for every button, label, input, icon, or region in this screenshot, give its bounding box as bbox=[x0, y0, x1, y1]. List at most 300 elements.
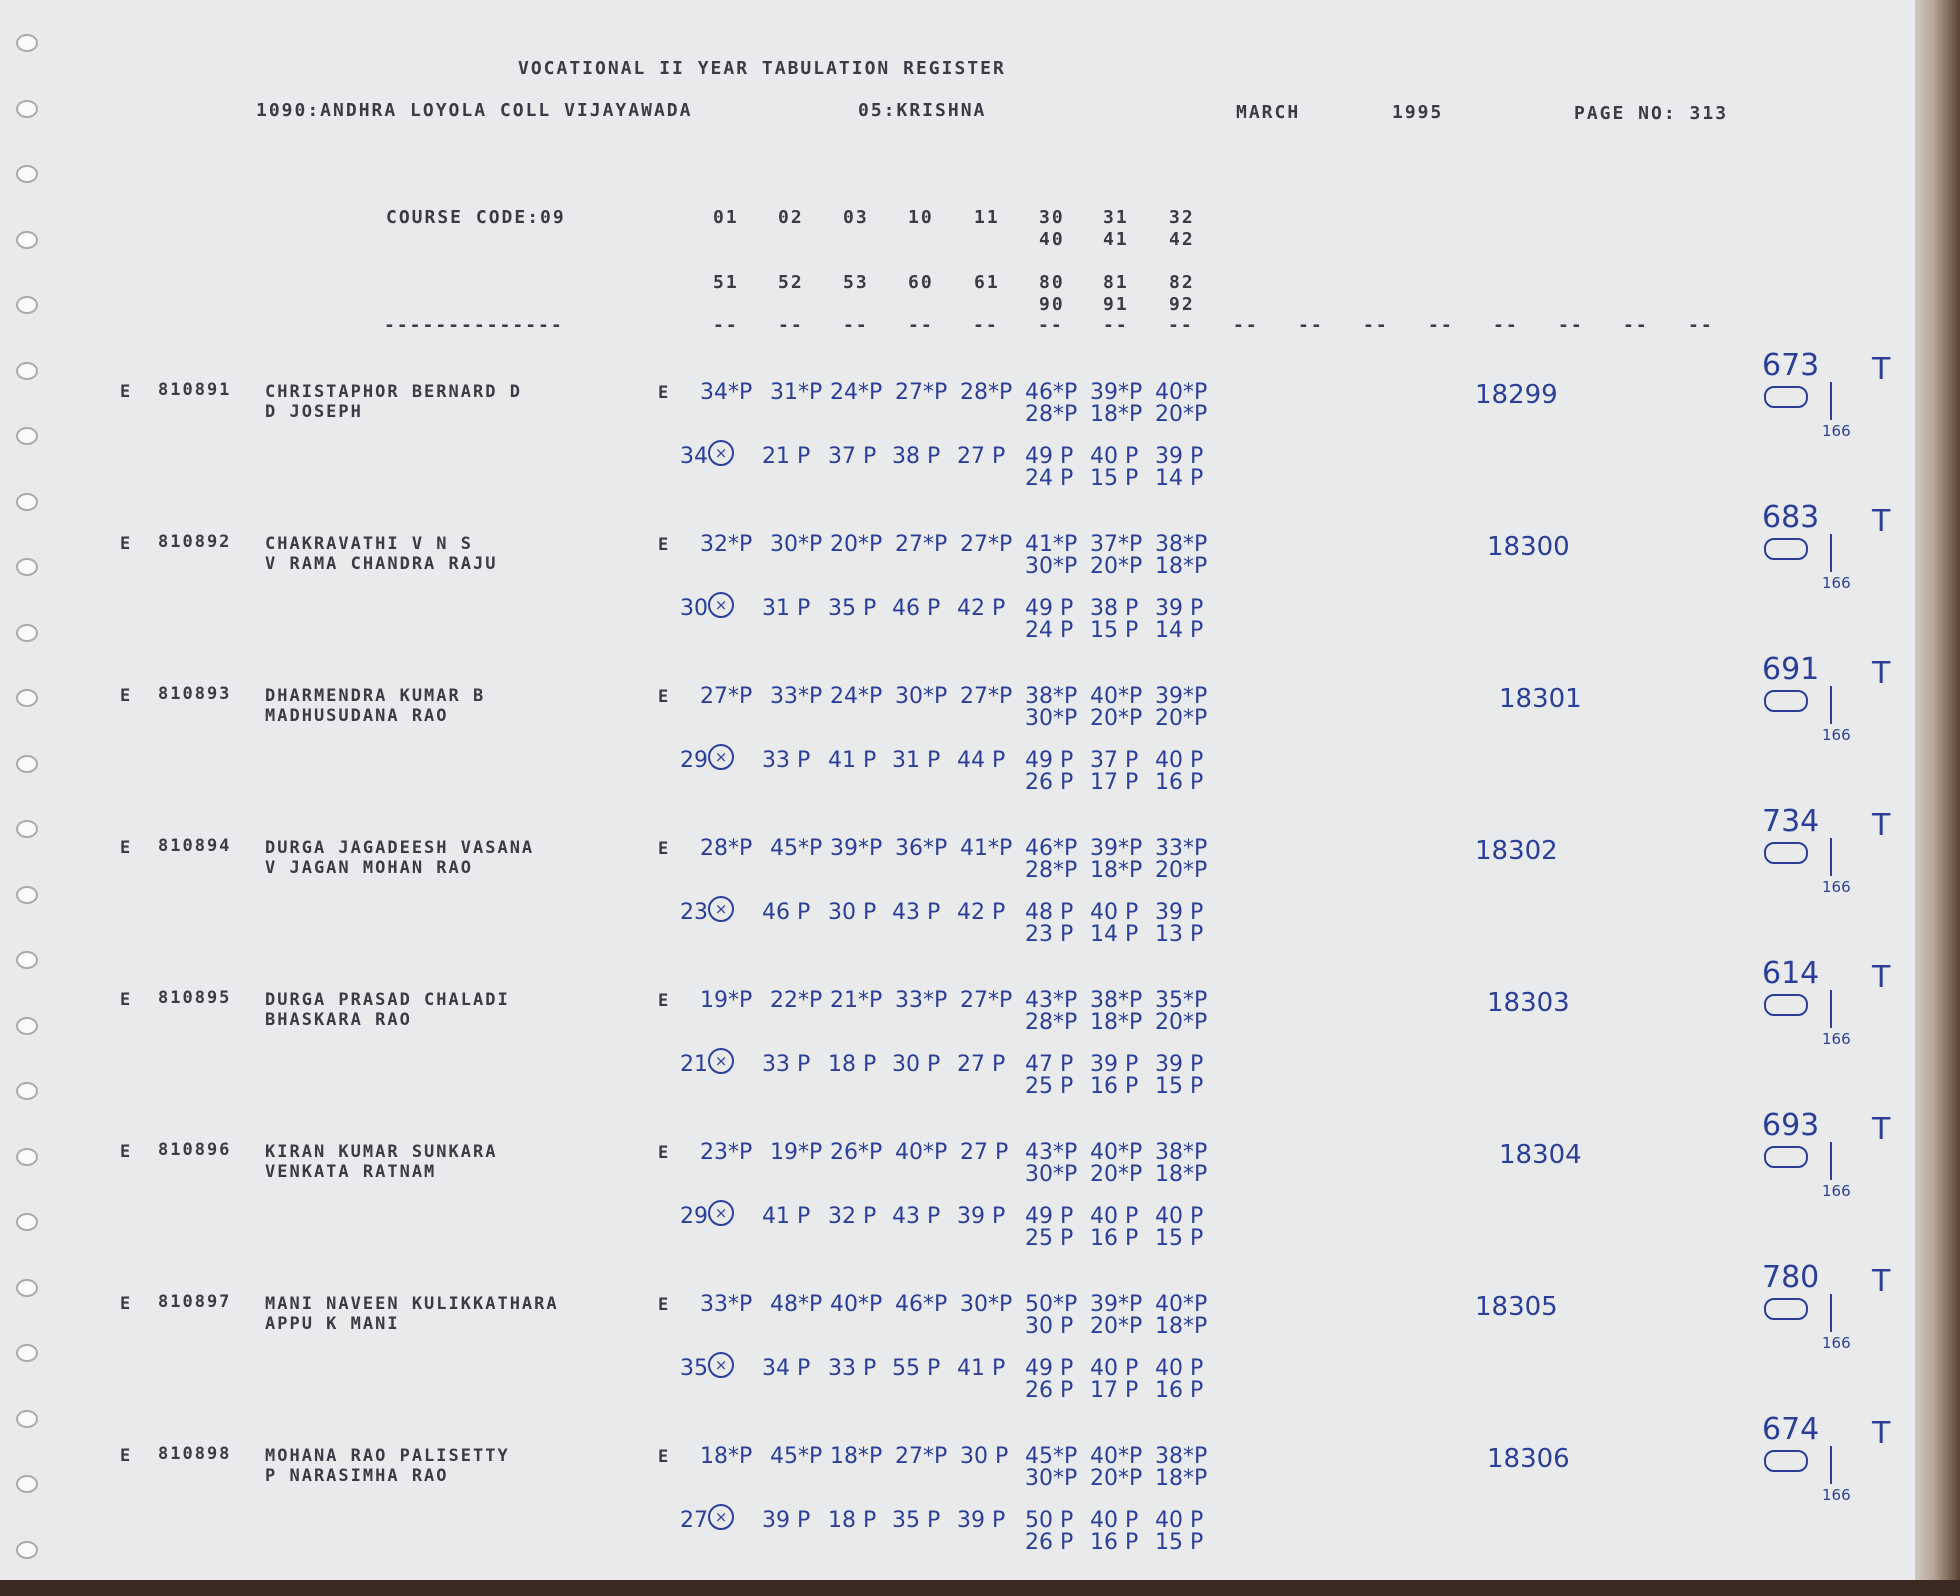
mark-cell: 38*P bbox=[1155, 1140, 1208, 1165]
student-record bbox=[0, 956, 1915, 1140]
mark-cell: 34*P bbox=[700, 380, 753, 405]
feed-hole bbox=[16, 34, 38, 52]
circled-x-mark: × bbox=[708, 896, 734, 922]
first-year-flag: E bbox=[658, 687, 671, 707]
subject-code: 02 bbox=[778, 207, 804, 228]
mark-cell: 13 P bbox=[1155, 922, 1204, 947]
mark-cell: 16 P bbox=[1155, 770, 1204, 795]
mark-cell: 20*P bbox=[1090, 1466, 1143, 1491]
division-code: E bbox=[120, 990, 133, 1010]
column-dash: -- bbox=[1428, 315, 1454, 336]
guardian-name: V JAGAN MOHAN RAO bbox=[265, 858, 473, 878]
subject-code: 60 bbox=[908, 272, 934, 293]
tick-mark: T bbox=[1872, 808, 1891, 843]
mark-cell: 38*P bbox=[1155, 532, 1208, 557]
mark-cell: 26 P bbox=[1025, 1378, 1074, 1403]
mark-cell: 18*P bbox=[1155, 1162, 1208, 1187]
mark-cell: 46*P bbox=[1025, 380, 1078, 405]
mark-cell: 46 P bbox=[762, 900, 811, 925]
mark-cell: 20*P bbox=[1155, 706, 1208, 731]
serial-number: 18301 bbox=[1499, 684, 1582, 714]
mark-cell: 15 P bbox=[1155, 1226, 1204, 1251]
student-name: MOHANA RAO PALISETTY bbox=[265, 1446, 510, 1466]
signature-stroke bbox=[1830, 1142, 1832, 1180]
column-dash: -- bbox=[908, 315, 934, 336]
circled-x-mark: × bbox=[708, 1200, 734, 1226]
mark-cell: 27*P bbox=[895, 532, 948, 557]
serial-number: 18300 bbox=[1487, 532, 1570, 562]
mark-cell: 27*P bbox=[960, 988, 1013, 1013]
mark-cell: 24 P bbox=[1025, 466, 1074, 491]
mark-cell: 20*P bbox=[1155, 1010, 1208, 1035]
initials-signature: 166 bbox=[1822, 1030, 1851, 1048]
subject-code: 30 bbox=[1039, 207, 1065, 228]
subject-code: 32 bbox=[1169, 207, 1195, 228]
result-oval-stamp bbox=[1764, 690, 1808, 712]
subject-code: 82 bbox=[1169, 272, 1195, 293]
result-oval-stamp bbox=[1764, 1298, 1808, 1320]
mark-cell: 39 P bbox=[957, 1508, 1006, 1533]
initials-signature: 166 bbox=[1822, 1334, 1851, 1352]
mark-cell: 41*P bbox=[960, 836, 1013, 861]
mark-cell: 18*P bbox=[1155, 1466, 1208, 1491]
mark-cell: 33 P bbox=[762, 1052, 811, 1077]
mark-cell: 18*P bbox=[830, 1444, 883, 1469]
column-dash: -- bbox=[1363, 315, 1389, 336]
signature-stroke bbox=[1830, 838, 1832, 876]
mark-cell: 20*P bbox=[1155, 858, 1208, 883]
total-marks: 674 bbox=[1762, 1412, 1820, 1447]
subject-code: 53 bbox=[843, 272, 869, 293]
mark-cell: 38*P bbox=[1090, 988, 1143, 1013]
mark-cell: 33 P bbox=[828, 1356, 877, 1381]
mark-cell: 18*P bbox=[1090, 858, 1143, 883]
mark-cell: 40 P bbox=[1090, 900, 1139, 925]
column-dash: -- bbox=[1688, 315, 1714, 336]
serial-number: 18299 bbox=[1475, 380, 1558, 410]
mark-cell: 39*P bbox=[1090, 380, 1143, 405]
mark-cell: 35 bbox=[680, 1356, 708, 1381]
mark-cell: 40*P bbox=[830, 1292, 883, 1317]
first-year-flag: E bbox=[658, 1143, 671, 1163]
mark-cell: 22*P bbox=[770, 988, 823, 1013]
tick-mark: T bbox=[1872, 1112, 1891, 1147]
mark-cell: 25 P bbox=[1025, 1226, 1074, 1251]
total-marks: 734 bbox=[1762, 804, 1820, 839]
mark-cell: 27*P bbox=[700, 684, 753, 709]
mark-cell: 16 P bbox=[1090, 1226, 1139, 1251]
mark-cell: 20*P bbox=[1090, 554, 1143, 579]
subject-code: 91 bbox=[1103, 294, 1129, 315]
signature-stroke bbox=[1830, 382, 1832, 420]
tick-mark: T bbox=[1872, 1264, 1891, 1299]
mark-cell: 41 P bbox=[828, 748, 877, 773]
mark-cell: 29 bbox=[680, 1204, 708, 1229]
feed-hole bbox=[16, 231, 38, 249]
mark-cell: 40 P bbox=[1155, 1204, 1204, 1229]
mark-cell: 31 P bbox=[762, 596, 811, 621]
roll-number: 810897 bbox=[158, 1292, 232, 1312]
mark-cell: 26 P bbox=[1025, 1530, 1074, 1555]
tick-mark: T bbox=[1872, 504, 1891, 539]
mark-cell: 30 P bbox=[1025, 1314, 1074, 1339]
subject-code: 90 bbox=[1039, 294, 1065, 315]
mark-cell: 43*P bbox=[1025, 1140, 1078, 1165]
roll-number: 810898 bbox=[158, 1444, 232, 1464]
mark-cell: 28*P bbox=[960, 380, 1013, 405]
division-code: E bbox=[120, 1446, 133, 1466]
student-record bbox=[0, 652, 1915, 836]
subject-code: 31 bbox=[1103, 207, 1129, 228]
mark-cell: 42 P bbox=[957, 596, 1006, 621]
mark-cell: 40*P bbox=[895, 1140, 948, 1165]
mark-cell: 38 P bbox=[1090, 596, 1139, 621]
mark-cell: 31 P bbox=[892, 748, 941, 773]
mark-cell: 28*P bbox=[1025, 402, 1078, 427]
mark-cell: 39 P bbox=[1090, 1052, 1139, 1077]
tick-mark: T bbox=[1872, 960, 1891, 995]
mark-cell: 49 P bbox=[1025, 1204, 1074, 1229]
guardian-name: V RAMA CHANDRA RAJU bbox=[265, 554, 498, 574]
subject-code: 40 bbox=[1039, 229, 1065, 250]
column-dash: -- bbox=[1038, 315, 1064, 336]
mark-cell: 40 P bbox=[1090, 444, 1139, 469]
mark-cell: 18*P bbox=[1090, 402, 1143, 427]
mark-cell: 43*P bbox=[1025, 988, 1078, 1013]
initials-signature: 166 bbox=[1822, 1486, 1851, 1504]
mark-cell: 20*P bbox=[1090, 1314, 1143, 1339]
mark-cell: 40 P bbox=[1155, 1508, 1204, 1533]
first-year-flag: E bbox=[658, 839, 671, 859]
mark-cell: 40 P bbox=[1155, 748, 1204, 773]
mark-cell: 27*P bbox=[895, 1444, 948, 1469]
roll-number: 810893 bbox=[158, 684, 232, 704]
division-code: E bbox=[120, 1142, 133, 1162]
mark-cell: 37 P bbox=[828, 444, 877, 469]
mark-cell: 40 P bbox=[1090, 1508, 1139, 1533]
column-dash: -- bbox=[1233, 315, 1259, 336]
mark-cell: 37*P bbox=[1090, 532, 1143, 557]
column-dash: -- bbox=[778, 315, 804, 336]
mark-cell: 33*P bbox=[770, 684, 823, 709]
roll-number: 810892 bbox=[158, 532, 232, 552]
mark-cell: 14 P bbox=[1155, 618, 1204, 643]
mark-cell: 27 P bbox=[957, 444, 1006, 469]
mark-cell: 39*P bbox=[1155, 684, 1208, 709]
mark-cell: 50 P bbox=[1025, 1508, 1074, 1533]
division-code: E bbox=[120, 382, 133, 402]
mark-cell: 33*P bbox=[700, 1292, 753, 1317]
subject-code: 41 bbox=[1103, 229, 1129, 250]
mark-cell: 16 P bbox=[1155, 1378, 1204, 1403]
mark-cell: 40*P bbox=[1155, 1292, 1208, 1317]
tick-mark: T bbox=[1872, 352, 1891, 387]
mark-cell: 46*P bbox=[1025, 836, 1078, 861]
mark-cell: 37 P bbox=[1090, 748, 1139, 773]
mark-cell: 30*P bbox=[1025, 1162, 1078, 1187]
mark-cell: 39 P bbox=[1155, 596, 1204, 621]
column-dash: -- bbox=[1298, 315, 1324, 336]
roll-number: 810895 bbox=[158, 988, 232, 1008]
serial-number: 18306 bbox=[1487, 1444, 1570, 1474]
mark-cell: 42 P bbox=[957, 900, 1006, 925]
student-name: CHRISTAPHOR BERNARD D bbox=[265, 382, 522, 402]
mark-cell: 17 P bbox=[1090, 1378, 1139, 1403]
mark-cell: 40 P bbox=[1090, 1356, 1139, 1381]
mark-cell: 19*P bbox=[700, 988, 753, 1013]
course-code-label: COURSE CODE:09 bbox=[386, 207, 566, 228]
mark-cell: 26 P bbox=[1025, 770, 1074, 795]
circled-x-mark: × bbox=[708, 592, 734, 618]
mark-cell: 39*P bbox=[830, 836, 883, 861]
mark-cell: 33*P bbox=[895, 988, 948, 1013]
register-title: VOCATIONAL II YEAR TABULATION REGISTER bbox=[518, 58, 1006, 79]
mark-cell: 40*P bbox=[1090, 684, 1143, 709]
initials-signature: 166 bbox=[1822, 574, 1851, 592]
exam-month: MARCH bbox=[1236, 102, 1301, 123]
initials-signature: 166 bbox=[1822, 878, 1851, 896]
mark-cell: 35 P bbox=[892, 1508, 941, 1533]
mark-cell: 40*P bbox=[1090, 1140, 1143, 1165]
district-name: 05:KRISHNA bbox=[858, 100, 987, 121]
result-oval-stamp bbox=[1764, 1146, 1808, 1168]
initials-signature: 166 bbox=[1822, 726, 1851, 744]
mark-cell: 32 P bbox=[828, 1204, 877, 1229]
first-year-flag: E bbox=[658, 991, 671, 1011]
mark-cell: 30 P bbox=[960, 1444, 1009, 1469]
total-marks: 673 bbox=[1762, 348, 1820, 383]
student-record bbox=[0, 1108, 1915, 1292]
mark-cell: 39 P bbox=[1155, 444, 1204, 469]
mark-cell: 47 P bbox=[1025, 1052, 1074, 1077]
first-year-flag: E bbox=[658, 1447, 671, 1467]
mark-cell: 39*P bbox=[1090, 836, 1143, 861]
circled-x-mark: × bbox=[708, 1352, 734, 1378]
division-code: E bbox=[120, 534, 133, 554]
paper-stack-edge bbox=[1915, 0, 1960, 1580]
circled-x-mark: × bbox=[708, 440, 734, 466]
mark-cell: 40 P bbox=[1090, 1204, 1139, 1229]
division-code: E bbox=[120, 686, 133, 706]
subject-code: 52 bbox=[778, 272, 804, 293]
mark-cell: 25 P bbox=[1025, 1074, 1074, 1099]
mark-cell: 45*P bbox=[770, 1444, 823, 1469]
mark-cell: 26*P bbox=[830, 1140, 883, 1165]
column-dash: -- bbox=[973, 315, 999, 336]
roll-number: 810894 bbox=[158, 836, 232, 856]
mark-cell: 38 P bbox=[892, 444, 941, 469]
mark-cell: 30*P bbox=[960, 1292, 1013, 1317]
mark-cell: 33 P bbox=[762, 748, 811, 773]
mark-cell: 45*P bbox=[770, 836, 823, 861]
mark-cell: 38*P bbox=[1025, 684, 1078, 709]
serial-number: 18305 bbox=[1475, 1292, 1558, 1322]
mark-cell: 49 P bbox=[1025, 596, 1074, 621]
guardian-name: APPU K MANI bbox=[265, 1314, 400, 1334]
total-marks: 693 bbox=[1762, 1108, 1820, 1143]
mark-cell: 39 P bbox=[762, 1508, 811, 1533]
mark-cell: 33*P bbox=[1155, 836, 1208, 861]
mark-cell: 30*P bbox=[895, 684, 948, 709]
division-code: E bbox=[120, 1294, 133, 1314]
mark-cell: 27 P bbox=[960, 1140, 1009, 1165]
signature-stroke bbox=[1830, 534, 1832, 572]
mark-cell: 23 bbox=[680, 900, 708, 925]
division-code: E bbox=[120, 838, 133, 858]
guardian-name: P NARASIMHA RAO bbox=[265, 1466, 449, 1486]
mark-cell: 41 P bbox=[762, 1204, 811, 1229]
mark-cell: 23*P bbox=[700, 1140, 753, 1165]
subject-code: 01 bbox=[713, 207, 739, 228]
mark-cell: 40*P bbox=[1155, 380, 1208, 405]
mark-cell: 21 P bbox=[762, 444, 811, 469]
mark-cell: 46*P bbox=[895, 1292, 948, 1317]
mark-cell: 20*P bbox=[1155, 402, 1208, 427]
mark-cell: 45*P bbox=[1025, 1444, 1078, 1469]
mark-cell: 27*P bbox=[960, 684, 1013, 709]
mark-cell: 15 P bbox=[1090, 466, 1139, 491]
mark-cell: 18 P bbox=[828, 1052, 877, 1077]
column-dash: -- bbox=[1103, 315, 1129, 336]
mark-cell: 17 P bbox=[1090, 770, 1139, 795]
mark-cell: 41*P bbox=[1025, 532, 1078, 557]
student-record bbox=[0, 804, 1915, 988]
mark-cell: 20*P bbox=[830, 532, 883, 557]
mark-cell: 30*P bbox=[1025, 1466, 1078, 1491]
roll-number: 810896 bbox=[158, 1140, 232, 1160]
subject-code: 11 bbox=[974, 207, 1000, 228]
mark-cell: 32*P bbox=[700, 532, 753, 557]
mark-cell: 36*P bbox=[895, 836, 948, 861]
mark-cell: 30*P bbox=[1025, 554, 1078, 579]
feed-hole bbox=[16, 165, 38, 183]
total-marks: 691 bbox=[1762, 652, 1820, 687]
student-name: DHARMENDRA KUMAR B bbox=[265, 686, 486, 706]
student-name: KIRAN KUMAR SUNKARA bbox=[265, 1142, 498, 1162]
subject-code: 92 bbox=[1169, 294, 1195, 315]
mark-cell: 23 P bbox=[1025, 922, 1074, 947]
mark-cell: 39 P bbox=[1155, 1052, 1204, 1077]
mark-cell: 49 P bbox=[1025, 748, 1074, 773]
mark-cell: 19*P bbox=[770, 1140, 823, 1165]
header-underline: -------------- bbox=[384, 315, 564, 336]
initials-signature: 166 bbox=[1822, 422, 1851, 440]
first-year-flag: E bbox=[658, 1295, 671, 1315]
student-name: DURGA PRASAD CHALADI bbox=[265, 990, 510, 1010]
mark-cell: 31*P bbox=[770, 380, 823, 405]
student-name: CHAKRAVATHI V N S bbox=[265, 534, 473, 554]
column-dash: -- bbox=[1168, 315, 1194, 336]
serial-number: 18304 bbox=[1499, 1140, 1582, 1170]
mark-cell: 29 bbox=[680, 748, 708, 773]
mark-cell: 48 P bbox=[1025, 900, 1074, 925]
mark-cell: 43 P bbox=[892, 1204, 941, 1229]
serial-number: 18303 bbox=[1487, 988, 1570, 1018]
mark-cell: 30 bbox=[680, 596, 708, 621]
signature-stroke bbox=[1830, 1446, 1832, 1484]
mark-cell: 28*P bbox=[700, 836, 753, 861]
guardian-name: VENKATA RATNAM bbox=[265, 1162, 437, 1182]
mark-cell: 15 P bbox=[1155, 1074, 1204, 1099]
result-oval-stamp bbox=[1764, 994, 1808, 1016]
mark-cell: 14 P bbox=[1090, 922, 1139, 947]
mark-cell: 16 P bbox=[1090, 1530, 1139, 1555]
mark-cell: 41 P bbox=[957, 1356, 1006, 1381]
column-dash: -- bbox=[843, 315, 869, 336]
first-year-flag: E bbox=[658, 383, 671, 403]
mark-cell: 18*P bbox=[1155, 1314, 1208, 1339]
guardian-name: D JOSEPH bbox=[265, 402, 363, 422]
mark-cell: 20*P bbox=[1090, 1162, 1143, 1187]
mark-cell: 34 P bbox=[762, 1356, 811, 1381]
feed-hole bbox=[16, 100, 38, 118]
column-dash: -- bbox=[713, 315, 739, 336]
result-oval-stamp bbox=[1764, 386, 1808, 408]
mark-cell: 30 P bbox=[892, 1052, 941, 1077]
mark-cell: 35 P bbox=[828, 596, 877, 621]
circled-x-mark: × bbox=[708, 1048, 734, 1074]
mark-cell: 38*P bbox=[1155, 1444, 1208, 1469]
guardian-name: BHASKARA RAO bbox=[265, 1010, 412, 1030]
subject-code: 61 bbox=[974, 272, 1000, 293]
mark-cell: 39 P bbox=[957, 1204, 1006, 1229]
tick-mark: T bbox=[1872, 1416, 1891, 1451]
subject-code: 42 bbox=[1169, 229, 1195, 250]
circled-x-mark: × bbox=[708, 744, 734, 770]
mark-cell: 18*P bbox=[1090, 1010, 1143, 1035]
mark-cell: 28*P bbox=[1025, 1010, 1078, 1035]
total-marks: 683 bbox=[1762, 500, 1820, 535]
mark-cell: 27*P bbox=[895, 380, 948, 405]
subject-code: 51 bbox=[713, 272, 739, 293]
result-oval-stamp bbox=[1764, 538, 1808, 560]
mark-cell: 21*P bbox=[830, 988, 883, 1013]
mark-cell: 55 P bbox=[892, 1356, 941, 1381]
student-record bbox=[0, 348, 1915, 532]
initials-signature: 166 bbox=[1822, 1182, 1851, 1200]
mark-cell: 27 bbox=[680, 1508, 708, 1533]
mark-cell: 30*P bbox=[770, 532, 823, 557]
subject-code: 03 bbox=[843, 207, 869, 228]
exam-year: 1995 bbox=[1392, 102, 1444, 123]
mark-cell: 16 P bbox=[1090, 1074, 1139, 1099]
mark-cell: 30 P bbox=[828, 900, 877, 925]
mark-cell: 20*P bbox=[1090, 706, 1143, 731]
result-oval-stamp bbox=[1764, 842, 1808, 864]
mark-cell: 18*P bbox=[1155, 554, 1208, 579]
student-record bbox=[0, 1260, 1915, 1444]
subject-code: 81 bbox=[1103, 272, 1129, 293]
mark-cell: 28*P bbox=[1025, 858, 1078, 883]
mark-cell: 49 P bbox=[1025, 1356, 1074, 1381]
mark-cell: 27 P bbox=[957, 1052, 1006, 1077]
page-number: PAGE NO: 313 bbox=[1574, 103, 1729, 124]
roll-number: 810891 bbox=[158, 380, 232, 400]
tick-mark: T bbox=[1872, 656, 1891, 691]
mark-cell: 49 P bbox=[1025, 444, 1074, 469]
feed-hole bbox=[16, 362, 38, 380]
signature-stroke bbox=[1830, 1294, 1832, 1332]
mark-cell: 43 P bbox=[892, 900, 941, 925]
mark-cell: 40 P bbox=[1155, 1356, 1204, 1381]
first-year-flag: E bbox=[658, 535, 671, 555]
subject-code: 10 bbox=[908, 207, 934, 228]
mark-cell: 46 P bbox=[892, 596, 941, 621]
signature-stroke bbox=[1830, 990, 1832, 1028]
column-dash: -- bbox=[1558, 315, 1584, 336]
subject-code: 80 bbox=[1039, 272, 1065, 293]
mark-cell: 27*P bbox=[960, 532, 1013, 557]
